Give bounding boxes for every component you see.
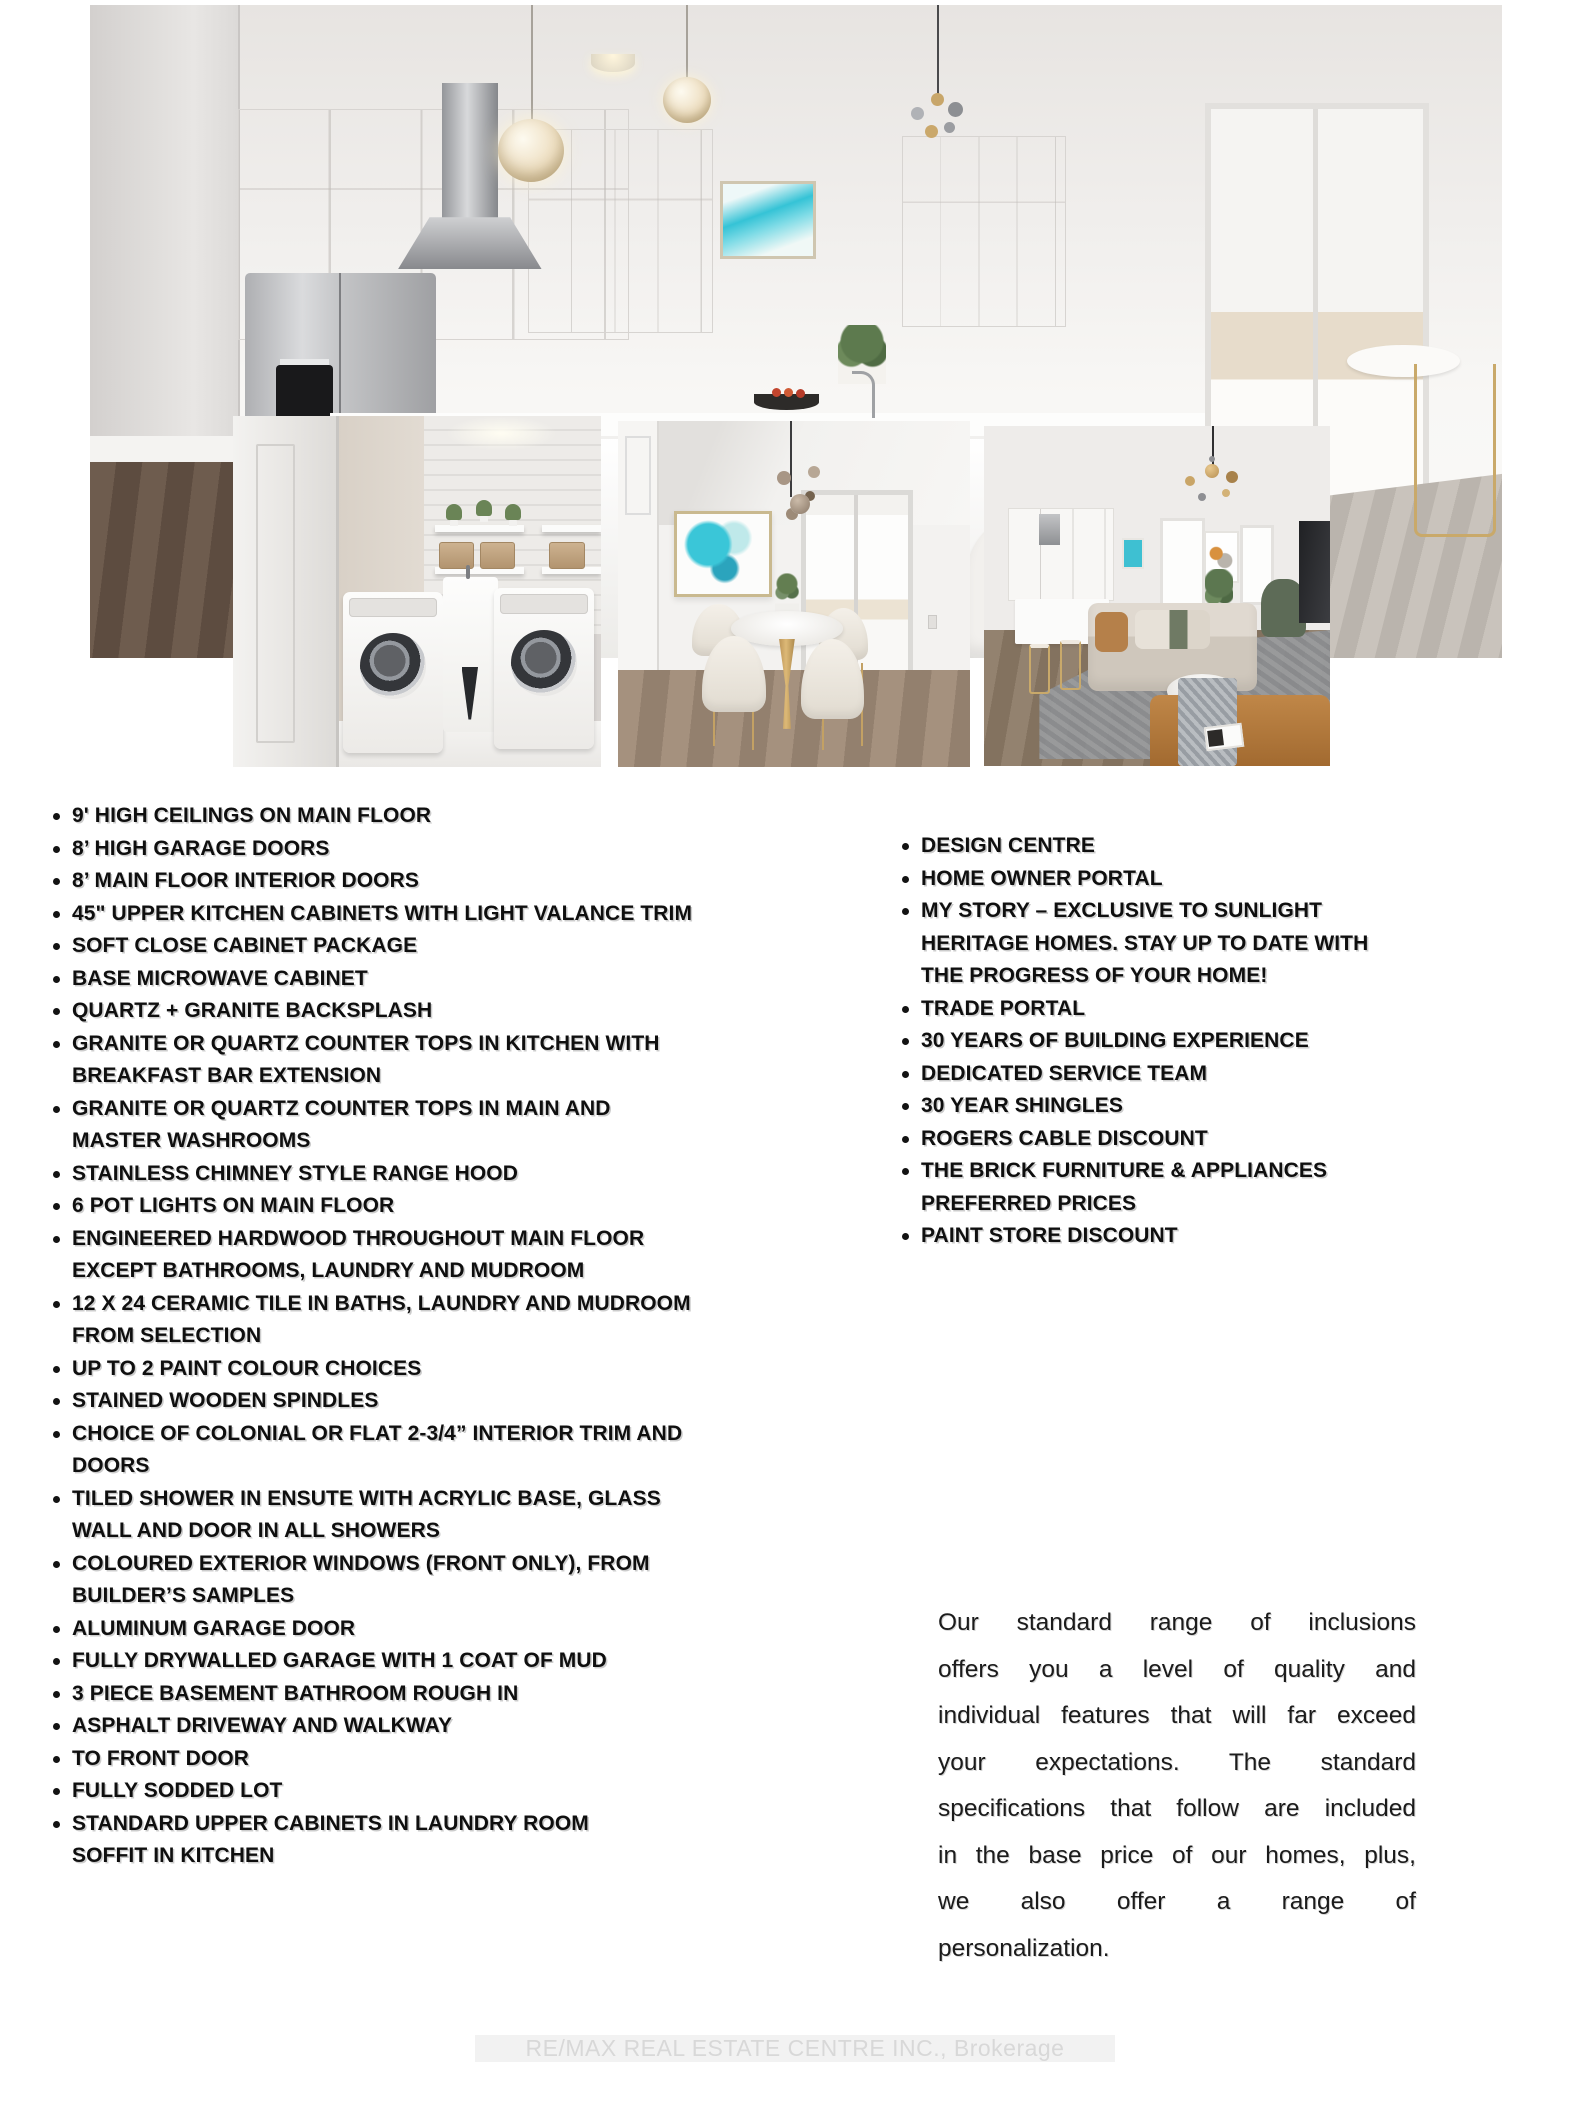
bullet-dot — [902, 908, 909, 915]
laundry-shelf — [435, 525, 523, 532]
bullet-dot — [53, 1203, 60, 1210]
feature-text: STAINED WOODEN SPINDLES — [72, 1389, 379, 1412]
feature-text: PAINT STORE DISCOUNT — [921, 1224, 1178, 1247]
paragraph-line: your expectations. The standard — [938, 1748, 1416, 1776]
bullet-dot — [53, 1301, 60, 1308]
bullet-dot — [902, 1071, 909, 1078]
bullet-dot — [53, 1041, 60, 1048]
feature-line — [902, 1058, 1368, 1091]
feature-line — [53, 1028, 692, 1061]
feature-text: STANDARD UPPER CABINETS IN LAUNDRY ROOM — [72, 1811, 589, 1835]
feature-text: STAINLESS CHIMNEY STYLE RANGE HOOD — [72, 1161, 518, 1185]
feature-line — [902, 1090, 1368, 1123]
kitchen-faucet — [852, 371, 875, 418]
bullet-dot — [53, 911, 60, 918]
feature-list-right — [902, 830, 1368, 1253]
feature-text: 6 POT LIGHTS ON MAIN FLOOR — [72, 1194, 395, 1217]
bullet-dot — [902, 876, 909, 883]
feature-text: THE BRICK FURNITURE & APPLIANCES — [921, 1159, 1328, 1182]
teal-wall-art — [720, 181, 816, 259]
gold-bar-stool — [1060, 640, 1081, 690]
bullet-dot — [53, 1561, 60, 1568]
feature-line — [902, 1188, 1368, 1221]
bullet-dot — [902, 1168, 909, 1175]
background-range-hood — [1039, 514, 1060, 545]
feature-line — [902, 993, 1368, 1026]
intro-paragraph — [938, 1600, 1416, 1972]
bullet-dot — [902, 843, 909, 850]
feature-line — [53, 1483, 692, 1516]
feature-text: TILED SHOWER IN ENSUTE WITH ACRYLIC BASE, GLASS — [72, 1486, 661, 1510]
bullet-dot — [902, 1103, 909, 1110]
feature-line — [53, 1645, 692, 1678]
bullet-dot — [53, 1398, 60, 1405]
feature-line — [53, 1580, 692, 1613]
kitchen-dark-wood-floor — [90, 462, 238, 658]
bullet-dot — [53, 1723, 60, 1730]
laundry-ceiling-light — [446, 416, 556, 451]
gray-throw-blanket — [1178, 678, 1237, 766]
feature-text: 30 YEAR SHINGLES — [921, 1094, 1123, 1117]
bullet-dot — [902, 1136, 909, 1143]
shelf-plant — [505, 504, 521, 520]
kitchen-upper-cabinets-right — [902, 136, 1066, 327]
teal-art-small — [1122, 538, 1143, 569]
feature-list-left — [53, 800, 692, 1873]
feature-line — [53, 833, 692, 866]
feature-line — [902, 1123, 1368, 1156]
photo-dining-area — [618, 421, 970, 767]
feature-line — [53, 1613, 692, 1646]
feature-text: DESIGN CENTRE — [921, 834, 1095, 857]
feature-text: GRANITE OR QUARTZ COUNTER TOPS IN KITCHEN WITH — [72, 1031, 660, 1055]
feature-line — [53, 1775, 692, 1808]
range-hood-chimney — [442, 83, 498, 220]
feature-text: COLOURED EXTERIOR WINDOWS (FRONT ONLY), FROM — [72, 1551, 650, 1575]
feature-line — [902, 1025, 1368, 1058]
bullet-dot — [53, 846, 60, 853]
bullet-dot — [53, 1496, 60, 1503]
pendant-cord — [686, 5, 688, 83]
feature-line — [53, 1353, 692, 1386]
feature-line — [53, 1840, 692, 1873]
teal-abstract-art — [674, 511, 772, 597]
feature-text: MASTER WASHROOMS — [72, 1129, 311, 1152]
feature-text: ASPHALT DRIVEWAY AND WALKWAY — [72, 1714, 453, 1737]
bullet-dot — [53, 1756, 60, 1763]
cabinet-edge — [618, 421, 659, 670]
feature-text: DEDICATED SERVICE TEAM — [921, 1061, 1208, 1085]
feature-line — [902, 863, 1368, 896]
pendant-cord — [790, 421, 792, 497]
feature-text: 12 X 24 CERAMIC TILE IN BATHS, LAUNDRY AND MUDROOM — [72, 1291, 691, 1315]
bullet-dot — [53, 1626, 60, 1633]
paragraph-line: individual features that will far exceed — [938, 1702, 1416, 1729]
feature-text: HOME OWNER PORTAL — [921, 866, 1163, 890]
laundry-door — [233, 416, 339, 767]
feature-line — [53, 1190, 692, 1223]
feature-text: TRADE PORTAL — [921, 996, 1086, 1020]
feature-line — [902, 1220, 1368, 1253]
feature-text: FROM SELECTION — [72, 1324, 262, 1347]
feature-line — [53, 1060, 692, 1093]
feature-line — [53, 930, 692, 963]
feature-line — [53, 1158, 692, 1191]
feature-text: BREAKFAST BAR EXTENSION — [72, 1064, 382, 1087]
feature-text: GRANITE OR QUARTZ COUNTER TOPS IN MAIN AND — [72, 1096, 611, 1120]
paragraph-line: offers you a level of quality and — [938, 1655, 1416, 1683]
feature-text: 8’ MAIN FLOOR INTERIOR DOORS — [72, 869, 419, 892]
feature-line — [53, 1418, 692, 1451]
feature-text: 3 PIECE BASEMENT BATHROOM ROUGH IN — [72, 1681, 519, 1705]
feature-text: SOFT CLOSE CABINET PACKAGE — [72, 934, 418, 957]
feature-text: QUARTZ + GRANITE BACKSPLASH — [72, 999, 433, 1022]
bullet-dot — [53, 878, 60, 885]
feature-line — [53, 1710, 692, 1743]
paragraph-line: in the base price of our homes, plus, — [938, 1841, 1416, 1869]
shelf-plant — [476, 500, 492, 516]
feature-line — [53, 1385, 692, 1418]
wall-outlet — [928, 615, 937, 629]
flush-ceiling-light — [591, 54, 635, 72]
feature-text: ALUMINUM GARAGE DOOR — [72, 1616, 356, 1640]
feature-line — [53, 1678, 692, 1711]
glass-pendant-cluster — [937, 5, 939, 96]
kitchen-baseboard — [90, 436, 238, 462]
utility-sink — [443, 577, 498, 731]
feature-line — [902, 960, 1368, 993]
background-kitchen-cabinets — [1008, 508, 1114, 602]
paragraph-line: we also offer a range of — [938, 1888, 1416, 1915]
brokerage-watermark: RE/MAX REAL ESTATE CENTRE INC., Brokerage — [475, 2035, 1115, 2062]
feature-text: HERITAGE HOMES. STAY UP TO DATE WITH — [921, 931, 1369, 955]
feature-line — [53, 1515, 692, 1548]
feature-line — [53, 1450, 692, 1483]
paragraph-line: personalization. — [938, 1934, 1110, 1962]
gold-chair-glimpse — [1414, 364, 1496, 537]
shelf-plant — [446, 504, 462, 520]
bullet-dot — [53, 1658, 60, 1665]
feature-text: WALL AND DOOR IN ALL SHOWERS — [72, 1519, 440, 1542]
photo-laundry-room — [233, 416, 601, 767]
rattan-pendant-light — [498, 119, 564, 182]
laundry-shelf — [542, 525, 601, 532]
feature-line — [53, 1288, 692, 1321]
paragraph-line: Our standard range of inclusions — [938, 1609, 1416, 1636]
feature-text: BASE MICROWAVE CABINET — [72, 966, 368, 990]
feature-text: FULLY DRYWALLED GARAGE WITH 1 COAT OF MUD — [72, 1649, 607, 1672]
feature-line — [53, 1320, 692, 1353]
feature-line — [53, 1093, 692, 1126]
bullet-dot — [53, 1171, 60, 1178]
wall-tv — [1299, 521, 1330, 623]
bullet-dot — [53, 1106, 60, 1113]
feature-text: FULLY SODDED LOT — [72, 1779, 283, 1802]
feature-text: PREFERRED PRICES — [921, 1191, 1137, 1215]
bullet-dot — [53, 1691, 60, 1698]
feature-text: DOORS — [72, 1454, 150, 1477]
feature-line — [53, 1808, 692, 1841]
gold-bar-stool — [1029, 644, 1050, 694]
bullet-dot — [53, 943, 60, 950]
bullet-dot — [53, 1821, 60, 1828]
feature-line — [53, 800, 692, 833]
feature-line — [53, 865, 692, 898]
bullet-dot — [53, 1431, 60, 1438]
fruit-bowl — [754, 394, 819, 410]
dining-wood-floor — [618, 670, 970, 767]
feature-line — [53, 898, 692, 931]
window — [1160, 518, 1204, 612]
feature-line — [902, 895, 1368, 928]
bullet-dot — [53, 1236, 60, 1243]
feature-text: MY STORY – EXCLUSIVE TO SUNLIGHT — [921, 899, 1323, 922]
feature-text: BUILDER’S SAMPLES — [72, 1584, 295, 1607]
paragraph-line: specifications that follow are included — [938, 1795, 1416, 1822]
globe-chandelier — [1212, 426, 1214, 467]
feature-line — [53, 963, 692, 996]
bullet-dot — [53, 1008, 60, 1015]
feature-line — [902, 928, 1368, 961]
feature-line — [53, 1548, 692, 1581]
feature-line — [53, 1223, 692, 1256]
feature-line — [902, 830, 1368, 863]
feature-line — [53, 1743, 692, 1776]
bullet-dot — [53, 1366, 60, 1373]
feature-line — [53, 1125, 692, 1158]
rattan-pendant-light — [663, 77, 711, 123]
photo-living-room — [984, 426, 1330, 766]
feature-line — [902, 1155, 1368, 1188]
dryer — [494, 588, 593, 749]
feature-text: 8’ HIGH GARAGE DOORS — [72, 836, 330, 860]
feature-text: UP TO 2 PAINT COLOUR CHOICES — [72, 1356, 422, 1380]
pendant-cord — [531, 5, 533, 123]
feature-text: SOFFIT IN KITCHEN — [72, 1844, 275, 1867]
coffee-table-book — [1204, 723, 1245, 751]
feature-text: EXCEPT BATHROOMS, LAUNDRY AND MUDROOM — [72, 1259, 585, 1282]
bullet-dot — [902, 1233, 909, 1240]
feature-text: THE PROGRESS OF YOUR HOME! — [921, 964, 1268, 987]
feature-text: 45" UPPER KITCHEN CABINETS WITH LIGHT VALANCE TRIM — [72, 901, 693, 925]
feature-text: ROGERS CABLE DISCOUNT — [921, 1126, 1208, 1150]
feature-line — [53, 995, 692, 1028]
wicker-basket — [480, 542, 515, 569]
feature-text: 30 YEARS OF BUILDING EXPERIENCE — [921, 1029, 1309, 1052]
feature-text: ENGINEERED HARDWOOD THROUGHOUT MAIN FLOOR — [72, 1226, 645, 1250]
feature-text: TO FRONT DOOR — [72, 1746, 250, 1770]
bullet-dot — [902, 1038, 909, 1045]
bullet-dot — [53, 976, 60, 983]
bullet-dot — [902, 1006, 909, 1013]
feature-text: CHOICE OF COLONIAL OR FLAT 2-3/4” INTERIOR TRIM AND — [72, 1421, 683, 1445]
wicker-basket — [549, 542, 584, 569]
bullet-dot — [53, 813, 60, 820]
washer — [343, 592, 442, 753]
bullet-dot — [53, 1788, 60, 1795]
feature-line — [53, 1255, 692, 1288]
feature-text: 9' HIGH CEILINGS ON MAIN FLOOR — [72, 804, 432, 827]
